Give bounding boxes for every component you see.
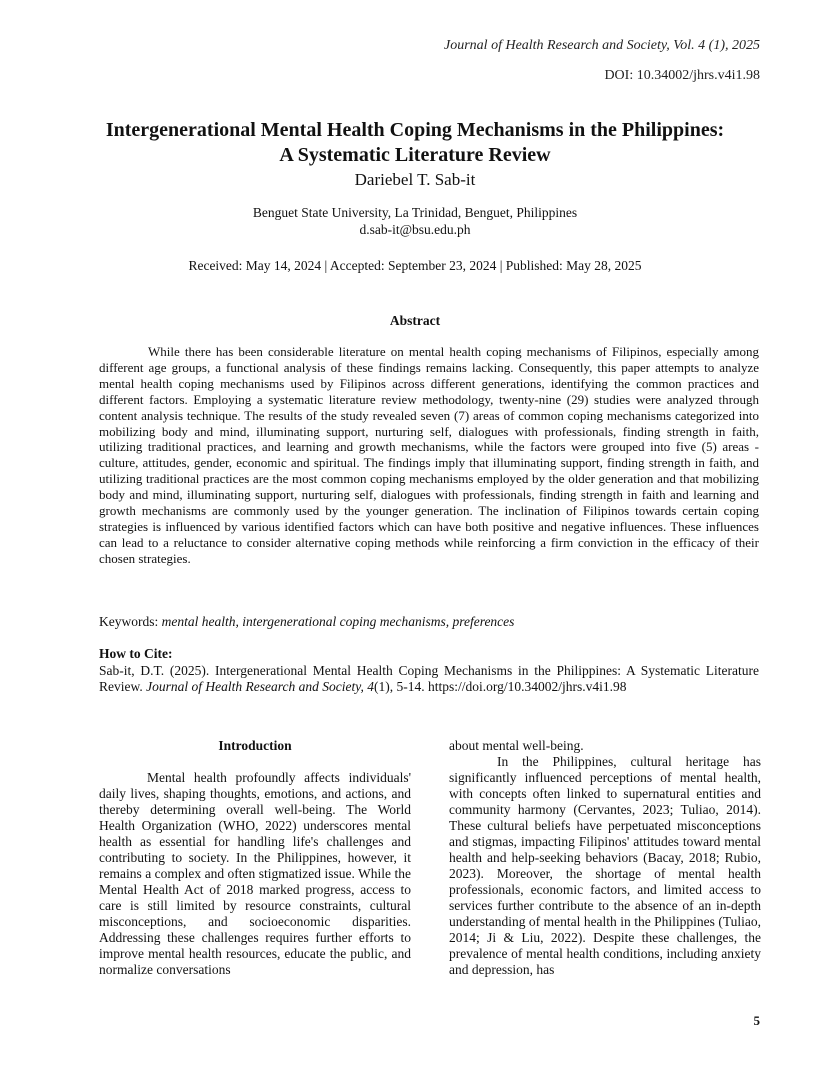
keywords-terms: mental health, intergenerational coping mechanisms, preferences	[161, 614, 515, 629]
journal-issue: Journal of Health Research and Society, Vol. 4 (1), 2025	[444, 38, 760, 53]
affiliation: Benguet State University, La Trinidad, Benguet, Philippines	[252, 205, 578, 220]
abstract-heading: Abstract	[389, 313, 441, 328]
publication-dates: Received: May 14, 2024 | Accepted: September 23, 2024 | Published: May 28, 2025	[188, 258, 642, 273]
keywords-label: Keywords:	[99, 614, 162, 629]
doi: DOI: 10.34002/jhrs.v4i1.98	[604, 68, 760, 83]
citation-text-start: Sab-it, D.T. (2025). Intergenerational Mental Health Coping Mechanisms in the Philippines: A Systematic Literature Review.	[99, 663, 759, 694]
citation-text	[99, 663, 759, 695]
article-title	[70, 118, 760, 168]
introduction-paragraph-1: Mental health profoundly affects individuals' daily lives, shaping thoughts, emotions, and actions, and thereby determining overall well-being. The World Health Organization (WHO, 2022) underscores mental health as essential for handling life's challenges and contributing to society. In the Philippines, however, it remains a complex and often stigmatized issue. While the Mental Health Act of 2018 marked progress, access to care is still limited by resource constraints, cultural misconceptions, and socioeconomic disparities. Addressing these challenges requires further efforts to improve mental health resources, educate the public, and normalize conversations	[99, 770, 411, 977]
citation-journal: Journal of Health Research and Society, 4	[146, 679, 374, 694]
title-line-2: A Systematic Literature Review	[279, 144, 551, 166]
citation-text-end: (1), 5-14. https://doi.org/10.34002/jhrs.v4i1.98	[373, 679, 627, 694]
page-number: 5	[753, 1013, 760, 1028]
author-affiliation-block	[70, 204, 760, 238]
left-column	[99, 738, 411, 978]
introduction-continuation: about mental well-being.	[449, 738, 584, 753]
citation-heading: How to Cite:	[99, 646, 173, 661]
right-column	[449, 738, 761, 978]
author-name: Dariebel T. Sab-it	[354, 170, 476, 189]
keywords	[99, 614, 759, 630]
introduction-paragraph-2: In the Philippines, cultural heritage has significantly influenced perceptions of mental health, with concepts often linked to supernatural entities and community harmony (Cervantes, 2023; Tuliao, 2014). These cultural beliefs have perpetuated misconceptions and stigmas, impacting Filipinos' attitudes toward mental health and help-seeking behaviors (Bacay, 2018; Rubio, 2023). Moreover, the shortage of mental health professionals, economic factors, and limited access to services further contribute to the absence of an in-depth understanding of mental health in the Philippines (Tuliao, 2014; Ji & Liu, 2022). Despite these challenges, the prevalence of mental health conditions, including anxiety and depression, has	[449, 754, 761, 977]
title-line-1: Intergenerational Mental Health Coping Mechanisms in the Philippines:	[105, 119, 725, 141]
author-email: d.sab-it@bsu.edu.ph	[359, 222, 471, 237]
introduction-heading: Introduction	[218, 738, 292, 753]
abstract-body: While there has been considerable literature on mental health coping mechanisms of Filipinos, especially among different age groups, a functional analysis of these findings remains lacking. Consequently, this paper attempts to analyze mental health coping mechanisms used by Filipinos across different generations, identifying the common practices and different factors. Employing a systematic literature review methodology, twenty-nine (29) studies were analyzed through content analysis technique. The results of the study revealed seven (7) areas of common coping mechanisms categorized into mobilizing body and mind, illuminating support, nurturing self, dialogues with professionals, finding strength in faith, utilizing traditional practices, and learning and growth mechanisms, while the factors were grouped into five (5) areas - culture, attitudes, gender, economic and spiritual. The findings imply that illuminating support, finding strength in faith, and utilizing traditional practices are the most common coping mechanisms employed by the older generation and that mobilizing body and mind, illuminating support, nurturing self, dialogues with professionals, finding strength in faith and learning and growth mechanisms are commonly used by the younger generation. The inclination of Filipinos towards certain coping strategies is influenced by various identified factors which can have both positive and negative influences. These influences can lead to a reluctance to consider alternative coping methods while reinforcing a firm conviction in the efficacy of their chosen strategies.	[99, 344, 759, 566]
